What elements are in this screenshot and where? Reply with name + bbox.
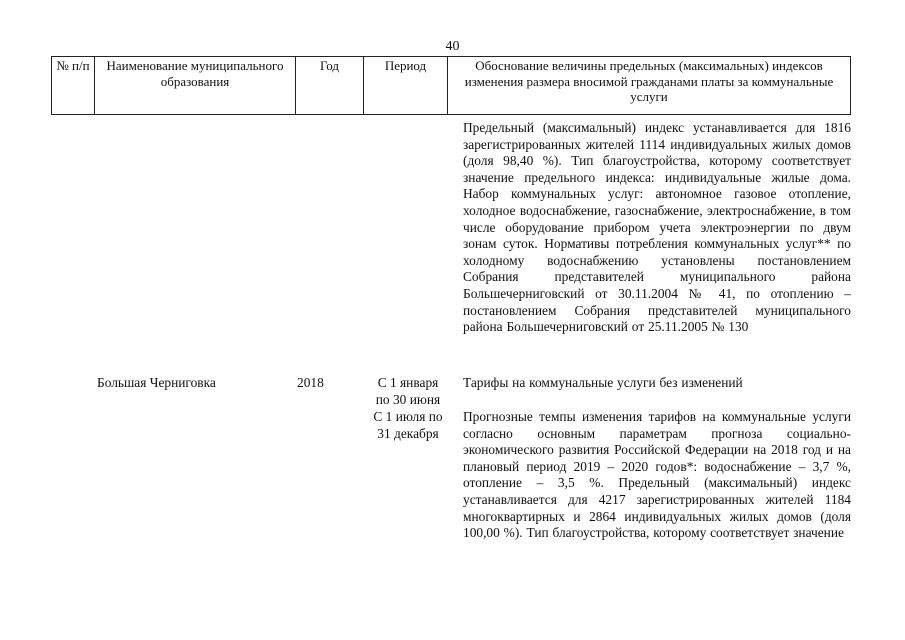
header-col-number: № п/п: [52, 57, 95, 114]
header-col-period: Период: [364, 57, 448, 114]
header-col-year: Год: [296, 57, 364, 114]
period-first-half-line2: по 30 июня: [375, 391, 441, 407]
period-second-half-line2: 31 декабря: [377, 425, 439, 441]
header-col-municipality: Наименование муниципального образования: [95, 57, 296, 114]
period-first-half-line1: С 1 января: [377, 375, 439, 390]
period-second-half: [364, 409, 452, 442]
table-header: [51, 56, 851, 115]
header-col-justification: Обоснование величины предельных (максимальных) индексов изменения размера вносимой гражданами платы за коммунальные услуги: [464, 58, 834, 104]
page-number: 40: [445, 39, 460, 54]
year-cell: 2018: [297, 375, 324, 390]
period-first-half: [364, 375, 452, 408]
municipality-name: Большая Черниговка: [97, 375, 216, 390]
period-second-half-line1: С 1 июля по: [373, 409, 443, 424]
justification-first-half: Тарифы на коммунальные услуги без изменений: [463, 375, 743, 390]
previous-row-justification: Предельный (максимальный) индекс устанавливается для 1816 зарегистрированных жителей 1114 индивидуальных жилых домов (доля 98,40 %). Тип благоустройства, которому соответствует значение предельного индекса: индивидуальные жилые дома. Набор коммунальных услуг: автономное газовое отопление, холодное водоснабжение, газоснабжение, электроснабжение, в том числе оборудование прибором учета электроэнергии по двум зонам суток. Нормативы потребления коммунальных услуг** по холодному водоснабжению установлены постановлением Собрания представителей муниципального района Большечерниговский от 30.11.2004 № 41, по отоплению – постановлением Собрания представителей муниципального района Большечерниговский от 25.11.2005 № 130: [463, 120, 851, 335]
justification-second-half: Прогнозные темпы изменения тарифов на коммунальные услуги согласно основным параметрам прогноза социально-экономического развития Российской Федерации на 2018 год и на плановый период 2019 – 2020 годов*: водоснабжение – 3,7 %, отопление – 3,5 %. Предельный (максимальный) индекс устанавливается для 4217 зарегистрированных жителей 1184 многоквартирных и 2864 индивидуальных жилых домов (доля 100,00 %). Тип благоустройства, которому соответствует значение: [463, 409, 851, 541]
